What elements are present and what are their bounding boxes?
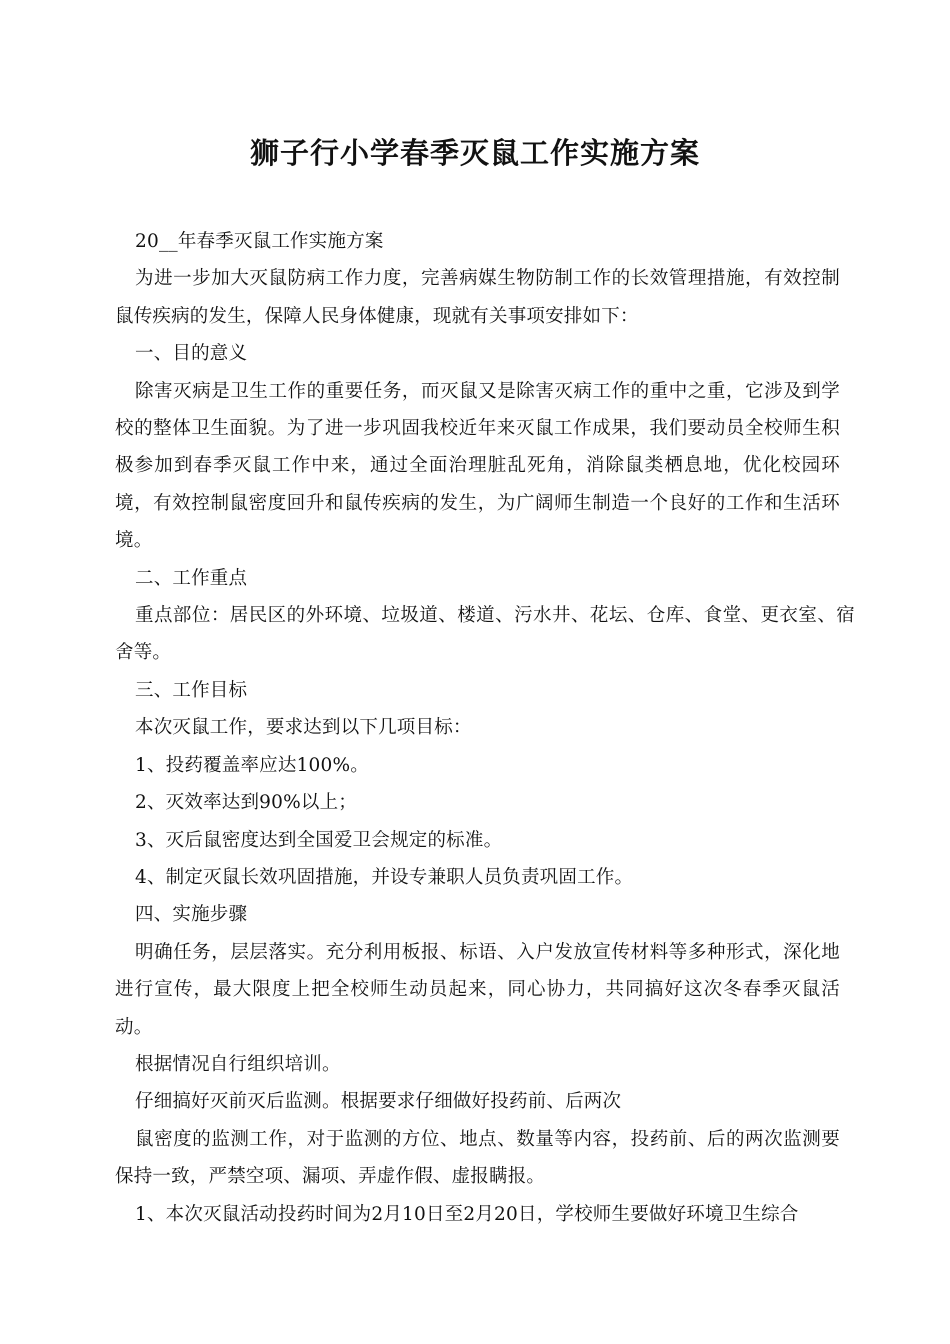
steps-paragraph-1: 明确任务，层层落实。充分利用板报、标语、入户发放宣传材料等多种形式，深化地进行宣传，最大限度上把全校师生动员起来，同心协力，共同搞好这次冬春季灭鼠活动。 (115, 941, 840, 1038)
section-heading-goals: 三、工作目标 (135, 679, 248, 701)
steps-paragraph-5: 1、本次灭鼠活动投药时间为2月10日至2月20日，学校师生要做好环境卫生综合 (135, 1203, 799, 1225)
goal-item-1: 1、投药覆盖率应达100%。 (135, 754, 369, 776)
focus-paragraph: 重点部位：居民区的外环境、垃圾道、楼道、污水井、花坛、仓库、食堂、更衣室、宿舍等。 (115, 605, 855, 664)
goal-item-4: 4、制定灭鼠长效巩固措施，并设专兼职人员负责巩固工作。 (135, 866, 634, 888)
intro-paragraph: 为进一步加大灭鼠防病工作力度，完善病媒生物防制工作的长效管理措施，有效控制鼠传疾病的发生，保障人民身体健康，现就有关事项安排如下： (115, 268, 840, 327)
goal-item-2: 2、灭效率达到90%以上； (135, 792, 357, 814)
goal-item-3: 3、灭后鼠密度达到全国爱卫会规定的标准。 (135, 829, 503, 851)
document-body (115, 223, 855, 1233)
section-heading-steps: 四、实施步骤 (135, 904, 248, 926)
section-heading-focus: 二、工作重点 (135, 567, 248, 589)
steps-paragraph-2: 根据情况自行组织培训。 (135, 1053, 341, 1075)
goals-intro-paragraph: 本次灭鼠工作，要求达到以下几项目标： (135, 717, 472, 739)
steps-paragraph-4: 鼠密度的监测工作，对于监测的方位、地点、数量等内容，投药前、后的两次监测要保持一致，严禁空项、漏项、弄虚作假、虚报瞒报。 (115, 1128, 840, 1188)
section-heading-purpose: 一、目的意义 (135, 343, 248, 365)
steps-paragraph-3: 仔细搞好灭前灭后监测。根据要求仔细做好投药前、后两次 (135, 1091, 622, 1113)
subtitle-paragraph: 20__年春季灭鼠工作实施方案 (135, 231, 384, 252)
purpose-paragraph: 除害灭病是卫生工作的重要任务，而灭鼠又是除害灭病工作的重中之重，它涉及到学校的整体卫生面貌。为了进一步巩固我校近年来灭鼠工作成果，我们要动员全校师生积极参加到春季灭鼠工作中来，通过全面治理脏乱死角，消除鼠类栖息地，优化校园环境，有效控制鼠密度回升和鼠传疾病的发生，为广阔师生制造一个良好的工作和生活环境。 (115, 380, 840, 552)
document-title: 狮子行小学春季灭鼠工作实施方案 (249, 136, 700, 170)
